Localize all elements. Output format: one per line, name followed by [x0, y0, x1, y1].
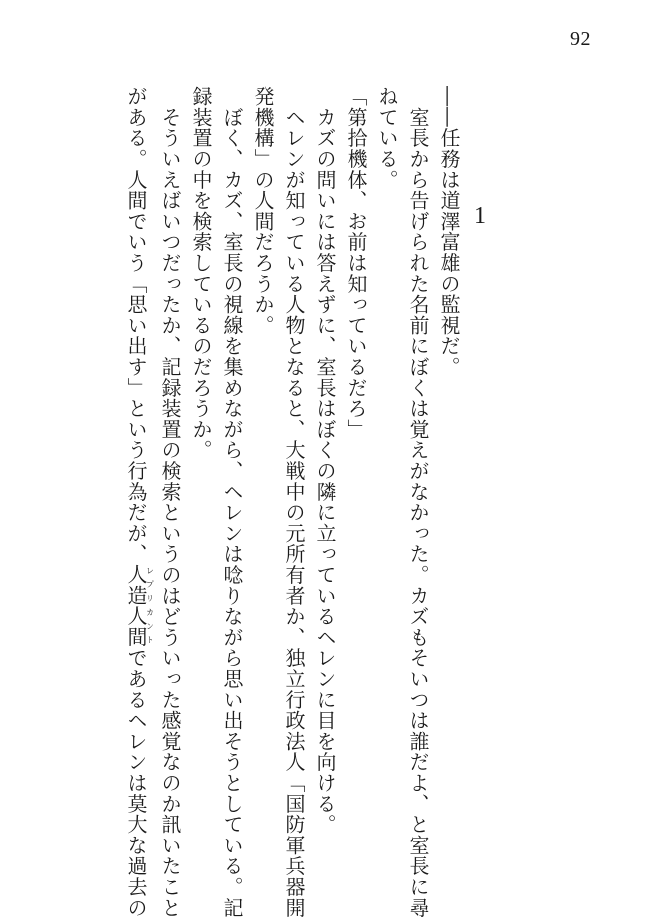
- text-line-9: 録装置の中を検索しているのだろうか。: [189, 86, 213, 461]
- text-line-2: 室長から告げられた名前にぼくは覚えがなかった。カズもそいつは誰だよ、と室長に尋: [406, 86, 430, 918]
- text-line-11: [120, 86, 155, 918]
- text-line-1: ――任務は道澤富雄の監視だ。: [437, 86, 461, 378]
- chapter-number: 1: [474, 203, 486, 229]
- text-line-4: 「第拾機体、お前は知っているだろ」: [344, 86, 368, 440]
- ruby-reading: レプリカント: [145, 564, 155, 648]
- ruby-annotation: [124, 564, 155, 648]
- body-text: [120, 86, 464, 918]
- text-line-11-after: であるヘレンは莫大な過去の: [124, 647, 148, 918]
- text-line-7: 発機構」の人間だろうか。: [251, 86, 275, 336]
- text-line-8: ぼく、カズ、室長の視線を集めながら、ヘレンは唸りながら思い出そうとしている。記: [220, 86, 244, 918]
- text-line-6: ヘレンが知っている人物となると、大戦中の元所有者か、独立行政法人「国防軍兵器開: [282, 86, 306, 918]
- text-line-11-before: がある。人間でいう「思い出す」という行為だが、: [124, 86, 148, 565]
- ruby-base: 人造人間: [124, 564, 148, 648]
- text-line-10: そういえばいつだったか、記録装置の検索というのはどういった感覚なのか訊いたこと: [158, 86, 182, 918]
- text-line-5: カズの問いには答えずに、室長はぼくの隣に立っているヘレンに目を向ける。: [313, 86, 337, 835]
- text-line-3: ねている。: [375, 86, 399, 190]
- page-number: 92: [570, 28, 591, 50]
